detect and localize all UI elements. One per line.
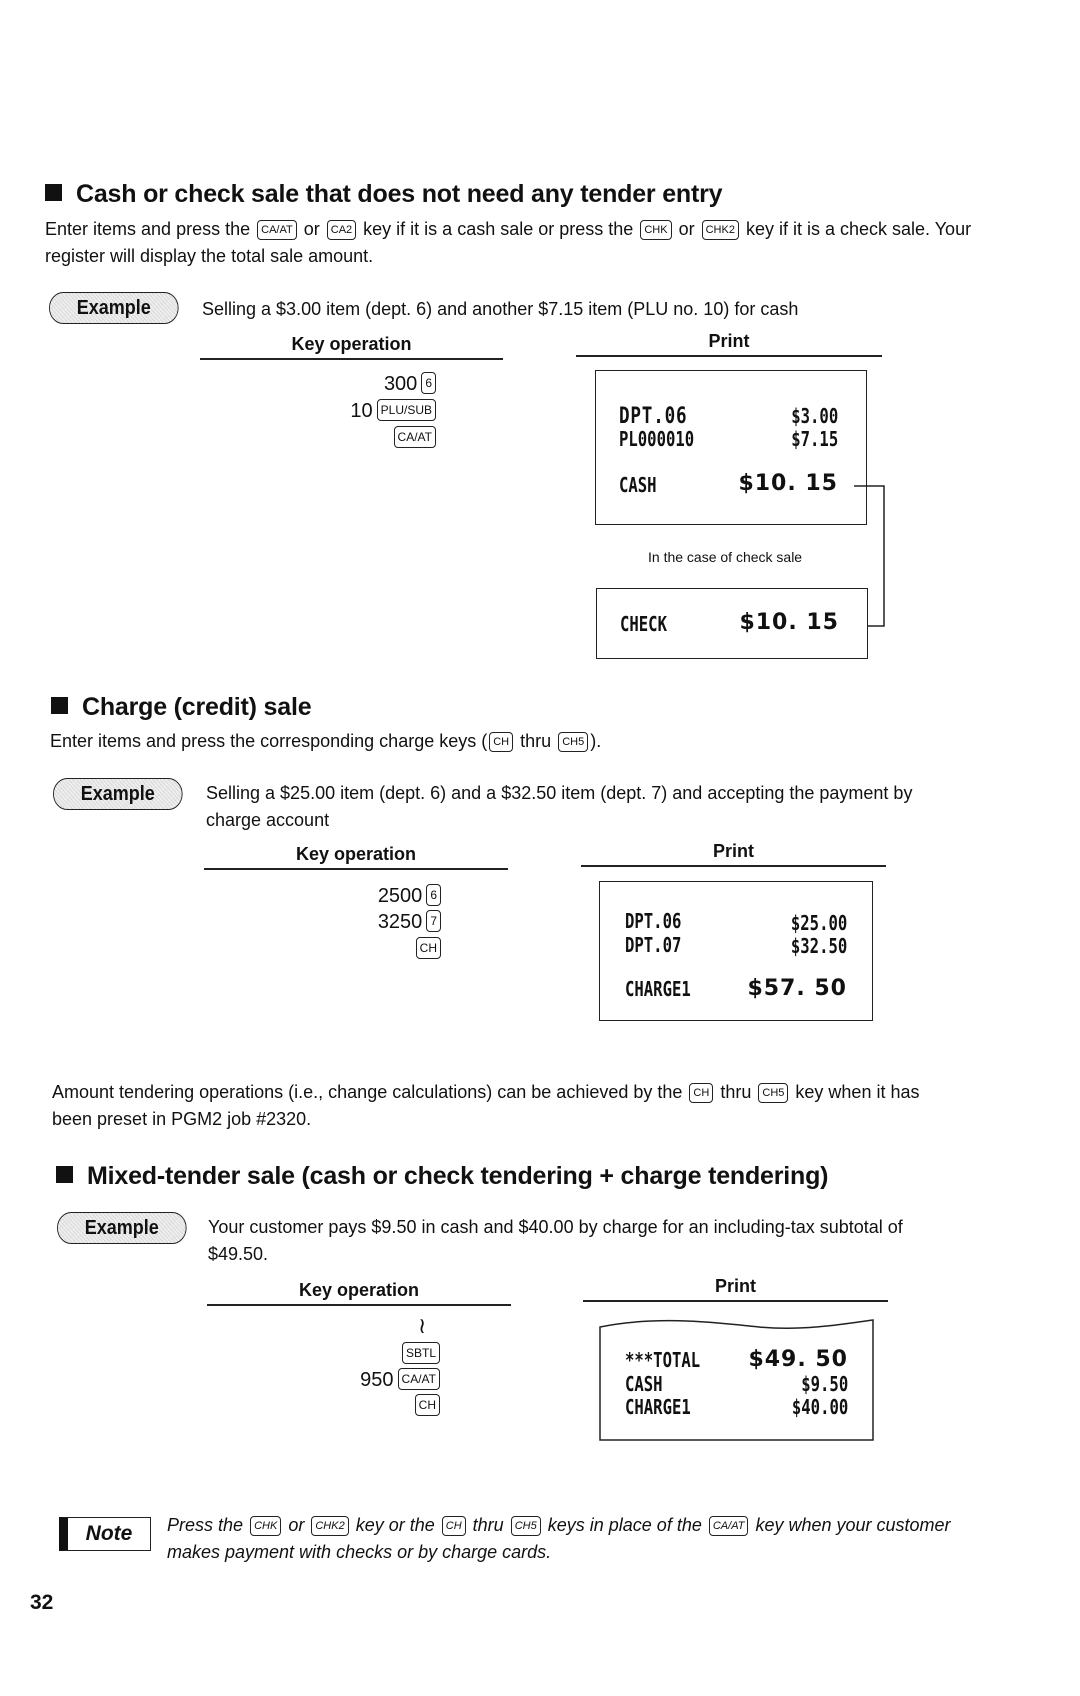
text: Your customer pays $9.50 in cash and $40.00 by charge for an including-tax subtotal of (208, 1217, 903, 1237)
text: keys in place of the (547, 1515, 702, 1535)
key-step (350, 399, 436, 423)
text: ). (590, 731, 602, 751)
note-badge: Note (59, 1517, 151, 1551)
text: charge account (206, 810, 330, 830)
key-step (411, 1394, 440, 1418)
example-badge: Example (57, 1212, 187, 1244)
key-6-icon: 6 (421, 372, 436, 394)
note-text (167, 1512, 951, 1566)
key-ch-icon: CH (415, 1394, 440, 1416)
print-header: Print (581, 841, 886, 867)
receipt-label: DPT.06 (625, 909, 682, 933)
key-6-icon: 6 (426, 884, 441, 906)
receipt-label: CHECK (620, 612, 667, 636)
tendering-note-paragraph (52, 1079, 919, 1133)
receipt-amount: $25.00 (790, 911, 847, 935)
key-step (360, 1368, 440, 1392)
receipt-label: CHARGE1 (625, 977, 691, 1001)
receipt-lines (600, 1320, 873, 1440)
print-header: Print (583, 1276, 888, 1302)
key-step (412, 937, 441, 961)
key-ca-at-icon: CA/AT (394, 426, 436, 448)
text: Enter items and press the (45, 219, 251, 239)
omission-squiggle-icon: ≀ (418, 1313, 427, 1338)
receipt-amount: $3.00 (791, 404, 838, 428)
key-chk2-icon: CHK2 (311, 1516, 348, 1536)
key-operation-header: Key operation (200, 334, 503, 360)
text: or (678, 219, 695, 239)
key-ch5-icon: CH5 (558, 732, 588, 752)
receipt-amount: $32.50 (790, 934, 847, 958)
heading-text: Mixed-tender sale (cash or check tendering + charge tendering) (87, 1162, 829, 1190)
key-ch-icon: CH (689, 1083, 713, 1103)
page-number: 32 (30, 1591, 54, 1614)
section1-paragraph (45, 216, 971, 270)
receipt-label: CASH (619, 473, 657, 497)
key-ch5-icon: CH5 (758, 1083, 788, 1103)
receipt-amount: $40.00 (791, 1395, 848, 1419)
key-ch5-icon: CH5 (511, 1516, 541, 1536)
key-ca-at-icon: CA/AT (257, 220, 297, 240)
example-badge: Example (53, 778, 183, 810)
example-description: Selling a $3.00 item (dept. 6) and another $7.15 item (PLU no. 10) for cash (202, 299, 799, 319)
key-chk2-icon: CHK2 (702, 220, 739, 240)
key-step (378, 910, 441, 934)
section2-paragraph (50, 728, 601, 755)
key-number: 3250 (377, 911, 423, 933)
text: register will display the total sale amount. (45, 246, 374, 266)
key-plu-sub-icon: PLU/SUB (377, 399, 436, 421)
bullet-square-icon (56, 1166, 73, 1183)
key-step (398, 1342, 440, 1366)
section-heading-mixed-tender (56, 1162, 828, 1191)
text: Enter items and press the corresponding charge keys ( (50, 731, 488, 751)
key-operation-header: Key operation (207, 1280, 511, 1306)
example-badge: Example (49, 292, 179, 324)
receipt-amount: $7.15 (791, 427, 838, 451)
key-ca-at-icon: CA/AT (709, 1516, 749, 1536)
receipt-total: $10. 15 (738, 471, 838, 496)
text: key if it is a check sale. Your (745, 219, 972, 239)
receipt-label: CASH (625, 1372, 663, 1396)
text: Amount tendering operations (i.e., change calculations) can be achieved by the (52, 1082, 683, 1102)
key-number: 950 (360, 1369, 394, 1391)
text: thru (720, 1082, 752, 1102)
key-ch-icon: CH (416, 937, 441, 959)
key-7-icon: 7 (426, 910, 441, 932)
key-number: 10 (350, 400, 373, 422)
section-heading-cash-check (45, 180, 722, 209)
key-ch-icon: CH (442, 1516, 466, 1536)
example-description (208, 1214, 903, 1268)
key-ca2-icon: CA2 (327, 220, 356, 240)
receipt-total: $49. 50 (748, 1347, 848, 1372)
text: thru (472, 1515, 504, 1535)
check-receipt-print (596, 588, 868, 659)
key-step (384, 372, 436, 396)
receipt-label: PL000010 (619, 427, 695, 451)
bullet-square-icon (51, 697, 68, 714)
text: Press the (167, 1515, 244, 1535)
text: been preset in PGM2 job #2320. (52, 1109, 312, 1129)
key-step (390, 426, 436, 450)
receipt-print (595, 370, 867, 525)
text: $49.50. (208, 1244, 269, 1264)
text: makes payment with checks or by charge cards. (167, 1542, 552, 1562)
text: or (303, 219, 320, 239)
receipt-label: ***TOTAL (625, 1348, 701, 1372)
receipt-label: DPT.07 (625, 933, 682, 957)
key-operation-header: Key operation (204, 844, 508, 870)
heading-text: Cash or check sale that does not need any tender entry (76, 180, 723, 208)
example-description (206, 780, 912, 834)
text: or (288, 1515, 305, 1535)
receipt-total: $10. 15 (739, 610, 839, 635)
print-header: Print (576, 331, 882, 357)
receipt-amount: $9.50 (801, 1372, 848, 1396)
text: key when your customer (755, 1515, 951, 1535)
receipt-label: DPT.06 (619, 404, 688, 429)
receipt-label: CHARGE1 (625, 1395, 691, 1419)
text: key if it is a cash sale or press the (363, 219, 634, 239)
text: key when it has (795, 1082, 920, 1102)
text: key or the (355, 1515, 435, 1535)
text: thru (520, 731, 552, 751)
bullet-square-icon (45, 184, 62, 201)
key-ch-icon: CH (489, 732, 513, 752)
heading-text: Charge (credit) sale (82, 693, 312, 721)
receipt-total: $57. 50 (747, 976, 847, 1001)
key-ca-at-icon: CA/AT (398, 1368, 440, 1390)
key-chk-icon: CHK (250, 1516, 281, 1536)
receipt-print (599, 881, 873, 1021)
key-sbtl-icon: SBTL (402, 1342, 440, 1364)
section-heading-charge-sale (51, 693, 311, 722)
text: Selling a $25.00 item (dept. 6) and a $32.50 item (dept. 7) and accepting the payment by (206, 783, 913, 803)
key-step (378, 884, 441, 908)
check-caption: In the case of check sale (648, 549, 803, 565)
key-chk-icon: CHK (640, 220, 671, 240)
key-number: 300 (383, 373, 418, 395)
key-number: 2500 (377, 885, 423, 907)
